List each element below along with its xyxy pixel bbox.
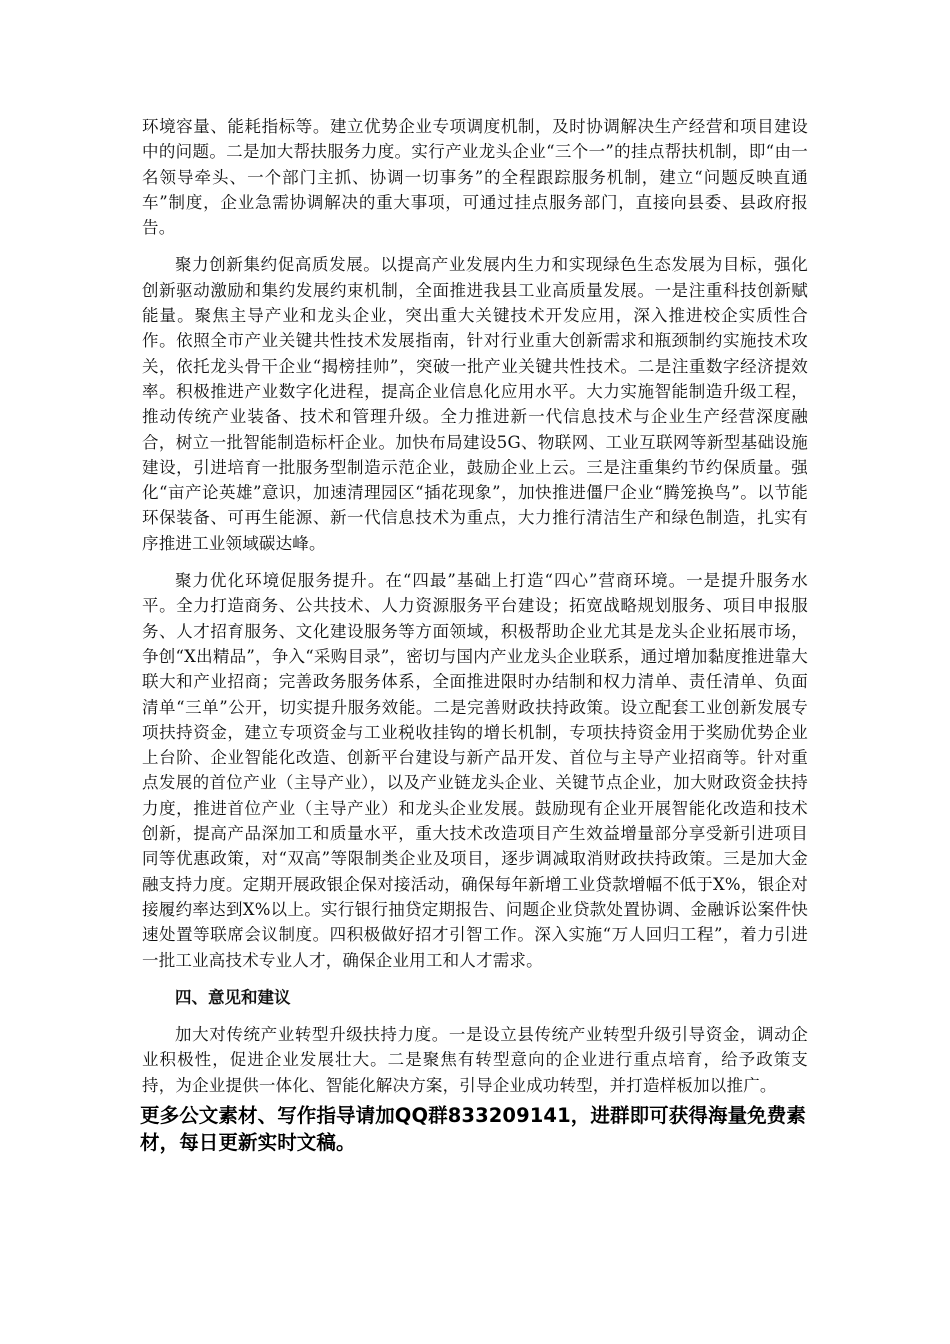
paragraph-transformation: 加大对传统产业转型升级扶持力度。一是设立县传统产业转型升级引导资金，调动企业积极性，促进企业发展壮大。二是聚焦有转型意向的企业进行重点培育，给予政策支持，为企业提供一体化、智能化解决方案，引导企业成功转型，并打造样板加以推广。 xyxy=(142,1025,808,1095)
document-body xyxy=(142,114,808,1156)
paragraph-environment: 聚力优化环境促服务提升。在“四最”基础上打造“四心”营商环境。一是提升服务水平。全力打造商务、公共技术、人力资源服务平台建设；拓宽战略规划服务、项目申报服务、人才招育服务、文化建设服务等方面领域，积极帮助企业尤其是龙头企业拓展市场，争创“X出精品”，争入“采购目录”，密切与国内产业龙头企业联系，通过增加黏度推进靠大联大和产业招商；完善政务服务体系，全面推进限时办结制和权力清单、责任清单、负面清单“三单”公开，切实提升服务效能。二是完善财政扶持政策。设立配套工业创新发展专项扶持资金，建立专项资金与工业税收挂钩的增长机制，专项扶持资金用于奖励优势企业上台阶、企业智能化改造、创新平台建设与新产品开发、首位与主导产业招商等。针对重点发展的首位产业（主导产业），以及产业链龙头企业、关键节点企业，加大财政资金扶持力度，推进首位产业（主导产业）和龙头企业发展。鼓励现有企业开展智能化改造和技术创新，提高产品深加工和质量水平，重大技术改造项目产生效益增量部分享受新引进项目同等优惠政策，对“双高”等限制类企业及项目，逐步调减取消财政扶持政策。三是加大金融支持力度。定期开展政银企保对接活动，确保每年新增工业贷款增幅不低于X%，银企对接履约率达到X%以上。实行银行抽贷定期报告、问题企业贷款处置协调、金融诉讼案件快速处置等联席会议制度。四积极做好招才引智工作。深入实施“万人回归工程”，着力引进一批工业高技术专业人才，确保企业用工和人才需求。 xyxy=(142,571,808,970)
section-heading-suggestions: 四、意见和建议 xyxy=(175,987,291,1007)
promo-text: 更多公文素材、写作指导请加QQ群833209141，进群即可获得海量免费素材，每日更新实时文稿。 xyxy=(140,1103,806,1154)
paragraph-service-mechanism: 环境容量、能耗指标等。建立优势企业专项调度机制，及时协调解决生产经营和项目建设中的问题。二是加大帮扶服务力度。实行产业龙头企业“三个一”的挂点帮扶机制，即“由一名领导牵头、一个部门主抓、协调一切事务”的全程跟踪服务机制，建立“问题反映直通车”制度，企业急需协调解决的重大事项，可通过挂点服务部门，直接向县委、县政府报告。 xyxy=(142,117,808,238)
paragraph-innovation: 聚力创新集约促高质发展。以提高产业发展内生力和实现绿色生态发展为目标，强化创新驱动激励和集约发展约束机制，全面推进我县工业高质量发展。一是注重科技创新赋能量。聚焦主导产业和龙头企业，突出重大关键技术开发应用，深入推进校企实质性合作。依照全市产业关键共性技术发展指南，针对行业重大创新需求和瓶颈制约实施技术攻关，依托龙头骨干企业“揭榜挂帅”，突破一批产业关键共性技术。二是注重数字经济提效率。积极推进产业数字化进程，提高企业信息化应用水平。大力实施智能制造升级工程，推动传统产业装备、技术和管理升级。全力推进新一代信息技术与企业生产经营深度融合，树立一批智能制造标杆企业。加快布局建设5G、物联网、工业互联网等新型基础设施建设，引进培育一批服务型制造示范企业，鼓励企业上云。三是注重集约节约保质量。强化“亩产论英雄”意识，加速清理园区“插花现象”，加快推进僵尸企业“腾笼换鸟”。以节能环保装备、可再生能源、新一代信息技术为重点，大力推行清洁生产和绿色制造，扎实有序推进工业领域碳达峰。 xyxy=(142,255,808,553)
